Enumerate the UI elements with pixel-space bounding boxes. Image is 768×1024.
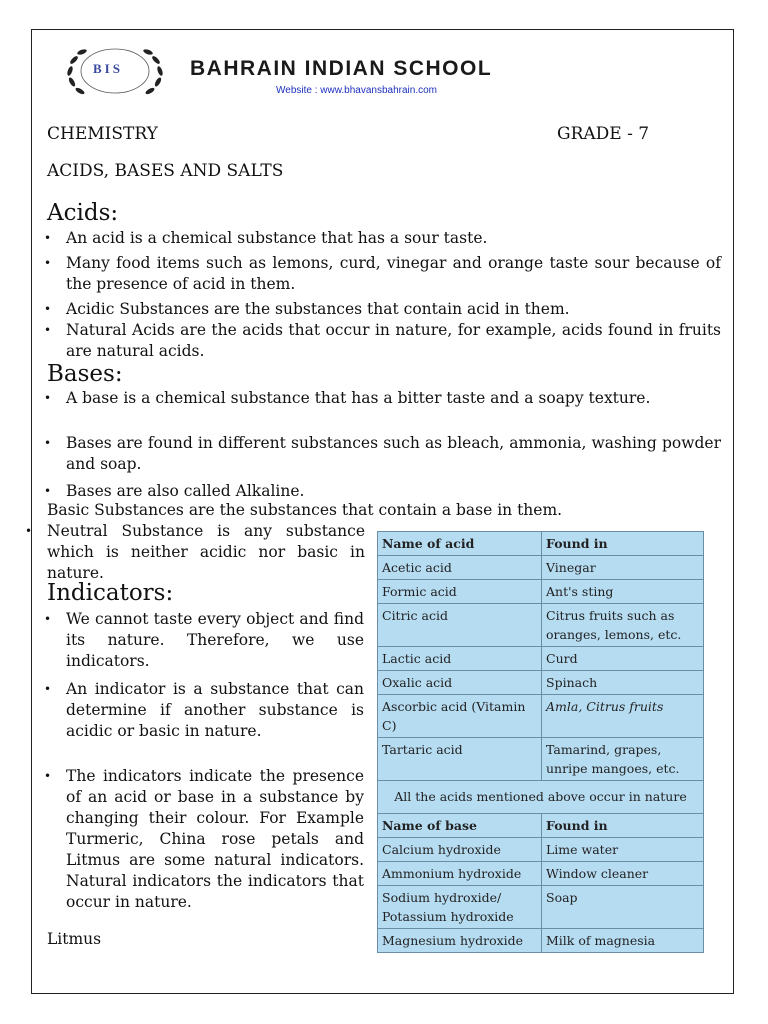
table-row	[378, 604, 704, 647]
table-row	[378, 647, 704, 671]
school-header	[50, 35, 630, 107]
table-cell: Oxalic acid	[378, 671, 542, 695]
indicator-bullet: • An indicator is a substance that can determine if another substance is acidic or basic in nature.	[66, 679, 364, 742]
table-note-row	[378, 781, 704, 814]
table-cell: Tartaric acid	[378, 738, 542, 781]
indicator-bullet: • We cannot taste every object and find its nature. Therefore, we use indicators.	[66, 609, 364, 672]
base-bullet: • A base is a chemical substance that has a bitter taste and a soapy texture.	[66, 388, 721, 409]
table-cell: Citric acid	[378, 604, 542, 647]
acid-bullet: • Natural Acids are the acids that occur in nature, for example, acids found in fruits are natural acids.	[66, 320, 721, 362]
table-cell: Curd	[542, 647, 704, 671]
acids-bases-table	[377, 531, 704, 953]
subject-label: CHEMISTRY	[47, 124, 158, 144]
table-row	[378, 556, 704, 580]
table-row	[378, 862, 704, 886]
table-cell: Acetic acid	[378, 556, 542, 580]
acid-bullet: • An acid is a chemical substance that has a sour taste.	[66, 228, 721, 249]
basic-substances-text: Basic Substances are the substances that contain a base in them.	[47, 501, 563, 519]
grade-label: GRADE - 7	[557, 124, 650, 144]
acid-bullet: • Many food items such as lemons, curd, vinegar and orange taste sour because of the presence of acid in them.	[66, 253, 721, 295]
base-bullet: • Bases are also called Alkaline.	[66, 481, 721, 502]
table-cell: Ascorbic acid (Vitamin C)	[378, 695, 542, 738]
table-row	[378, 838, 704, 862]
logo-text: BIS	[93, 61, 123, 76]
table-cell: Magnesium hydroxide	[378, 929, 542, 953]
table-row	[378, 738, 704, 781]
table-note: All the acids mentioned above occur in nature	[378, 781, 704, 814]
table-cell: Sodium hydroxide/ Potassium hydroxide	[378, 886, 542, 929]
table-row	[378, 886, 704, 929]
table-cell: Tamarind, grapes, unripe mangoes, etc.	[542, 738, 704, 781]
table-cell: Milk of magnesia	[542, 929, 704, 953]
table-header-row	[378, 814, 704, 838]
table-cell: Amla, Citrus fruits	[542, 695, 704, 738]
header-cell: Found in	[542, 814, 704, 838]
table-cell: Ammonium hydroxide	[378, 862, 542, 886]
table-cell: Soap	[542, 886, 704, 929]
header-cell: Found in	[542, 532, 704, 556]
table-cell: Calcium hydroxide	[378, 838, 542, 862]
school-website: Website : www.bhavansbahrain.com	[276, 85, 438, 96]
table-cell: Lime water	[542, 838, 704, 862]
table-cell: Vinegar	[542, 556, 704, 580]
base-bullet: • Bases are found in different substances such as bleach, ammonia, washing powder and soap.	[66, 433, 721, 475]
indicators-heading: Indicators:	[47, 580, 174, 606]
table-row	[378, 695, 704, 738]
table-cell: Ant's sting	[542, 580, 704, 604]
table-row	[378, 580, 704, 604]
table-cell: Citrus fruits such as oranges, lemons, etc.	[542, 604, 704, 647]
table-header-row	[378, 532, 704, 556]
header-cell: Name of acid	[378, 532, 542, 556]
table-cell: Spinach	[542, 671, 704, 695]
trailing-litmus: Litmus	[47, 930, 102, 948]
bases-heading: Bases:	[47, 361, 123, 387]
indicator-bullet: • The indicators indicate the presence of an acid or base in a substance by changing their colour. For Example Turmeric, China rose petals and Litmus are some natural indicators. Natural indicators the indicators that occur in nature.	[66, 766, 364, 913]
topic-title: ACIDS, BASES AND SALTS	[47, 161, 284, 181]
header-cell: Name of base	[378, 814, 542, 838]
table-cell: Formic acid	[378, 580, 542, 604]
acid-bullet: • Acidic Substances are the substances that contain acid in them.	[66, 299, 721, 320]
table-cell: Window cleaner	[542, 862, 704, 886]
table-row	[378, 671, 704, 695]
neutral-substance-text: • Neutral Substance is any substance which is neither acidic nor basic in nature.	[47, 521, 365, 584]
table-cell: Lactic acid	[378, 647, 542, 671]
school-name: BAHRAIN INDIAN SCHOOL	[190, 57, 493, 80]
table-row	[378, 929, 704, 953]
acids-heading: Acids:	[47, 200, 119, 226]
